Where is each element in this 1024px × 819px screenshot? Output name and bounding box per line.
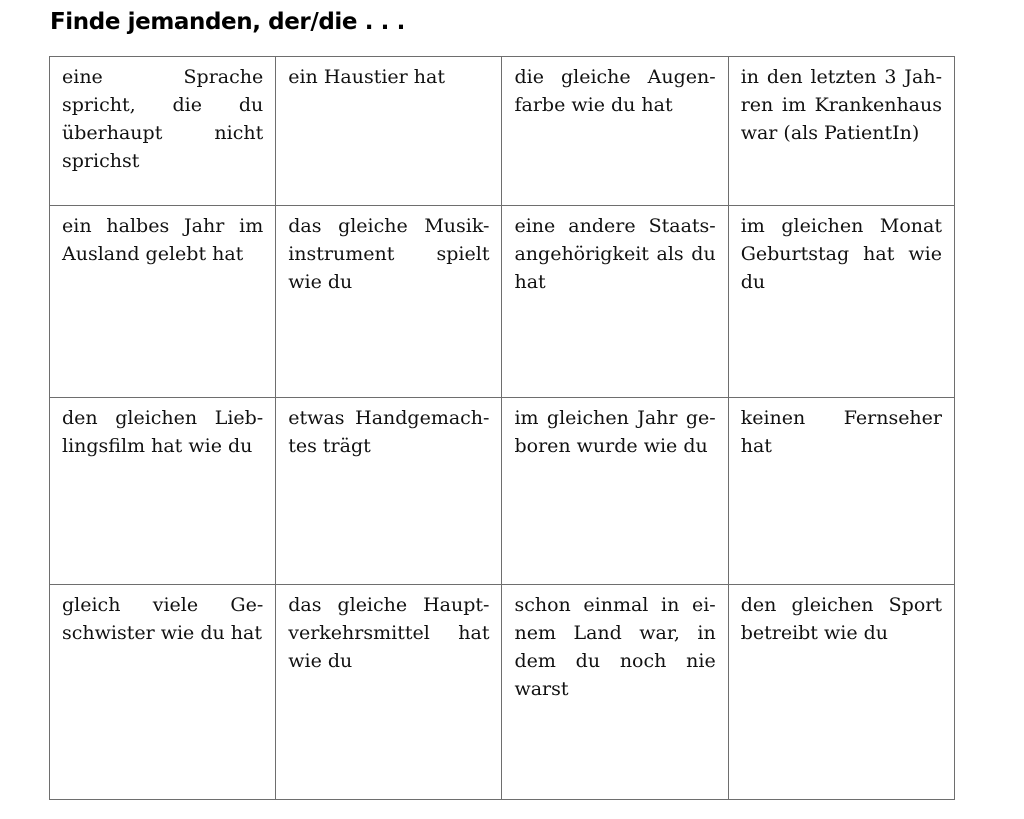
grid-cell-2-2 — [276, 206, 502, 398]
grid-cell-2-4 — [728, 206, 954, 398]
grid-cell-3-4 — [728, 398, 954, 585]
page-title: Finde jemanden, der/die . . . — [50, 9, 405, 35]
grid-cell-4-3 — [502, 585, 728, 800]
cell-text: gleich viele Ge-schwister wie du hat — [62, 594, 264, 644]
grid-row-1 — [50, 57, 955, 206]
cell-text: im gleichen Jahr ge-boren wurde wie du — [514, 407, 716, 457]
grid-cell-1-1 — [50, 57, 276, 206]
cell-text: keinen Fernseher hat — [740, 407, 942, 457]
bingo-grid — [49, 56, 955, 800]
cell-text: eine andere Staats-angehörigkeit als du hat — [514, 215, 716, 293]
grid-cell-3-1 — [50, 398, 276, 585]
cell-text: ein halbes Jahr im Ausland gelebt hat — [62, 215, 264, 265]
grid-cell-4-4 — [728, 585, 954, 800]
grid-cell-3-2 — [276, 398, 502, 585]
grid-cell-3-3 — [502, 398, 728, 585]
grid-row-4 — [50, 585, 955, 800]
cell-text: den gleichen Lieb-lingsfilm hat wie du — [62, 407, 264, 457]
cell-text: den gleichen Sport betreibt wie du — [740, 594, 942, 644]
grid-cell-4-1 — [50, 585, 276, 800]
cell-text: eine Sprache spricht, die du überhaupt nicht sprichst — [62, 66, 264, 172]
grid-row-2 — [50, 206, 955, 398]
grid-cell-1-4 — [728, 57, 954, 206]
cell-text: das gleiche Haupt-verkehrsmittel hat wie du — [288, 594, 490, 672]
cell-text: das gleiche Musik-instrument spielt wie du — [288, 215, 490, 293]
cell-text: die gleiche Augen-farbe wie du hat — [514, 66, 716, 116]
cell-text: etwas Handgemach-tes trägt — [288, 407, 490, 457]
grid-cell-2-3 — [502, 206, 728, 398]
grid-cell-1-3 — [502, 57, 728, 206]
cell-text: schon einmal in ei-nem Land war, in dem du noch nie warst — [514, 594, 716, 700]
cell-text: in den letzten 3 Jah-ren im Krankenhaus war (als PatientIn) — [740, 66, 942, 144]
grid-row-3 — [50, 398, 955, 585]
cell-text: ein Haustier hat — [288, 66, 445, 88]
cell-text: im gleichen Monat Geburtstag hat wie du — [740, 215, 942, 293]
grid-cell-2-1 — [50, 206, 276, 398]
grid-cell-4-2 — [276, 585, 502, 800]
grid-cell-1-2 — [276, 57, 502, 206]
